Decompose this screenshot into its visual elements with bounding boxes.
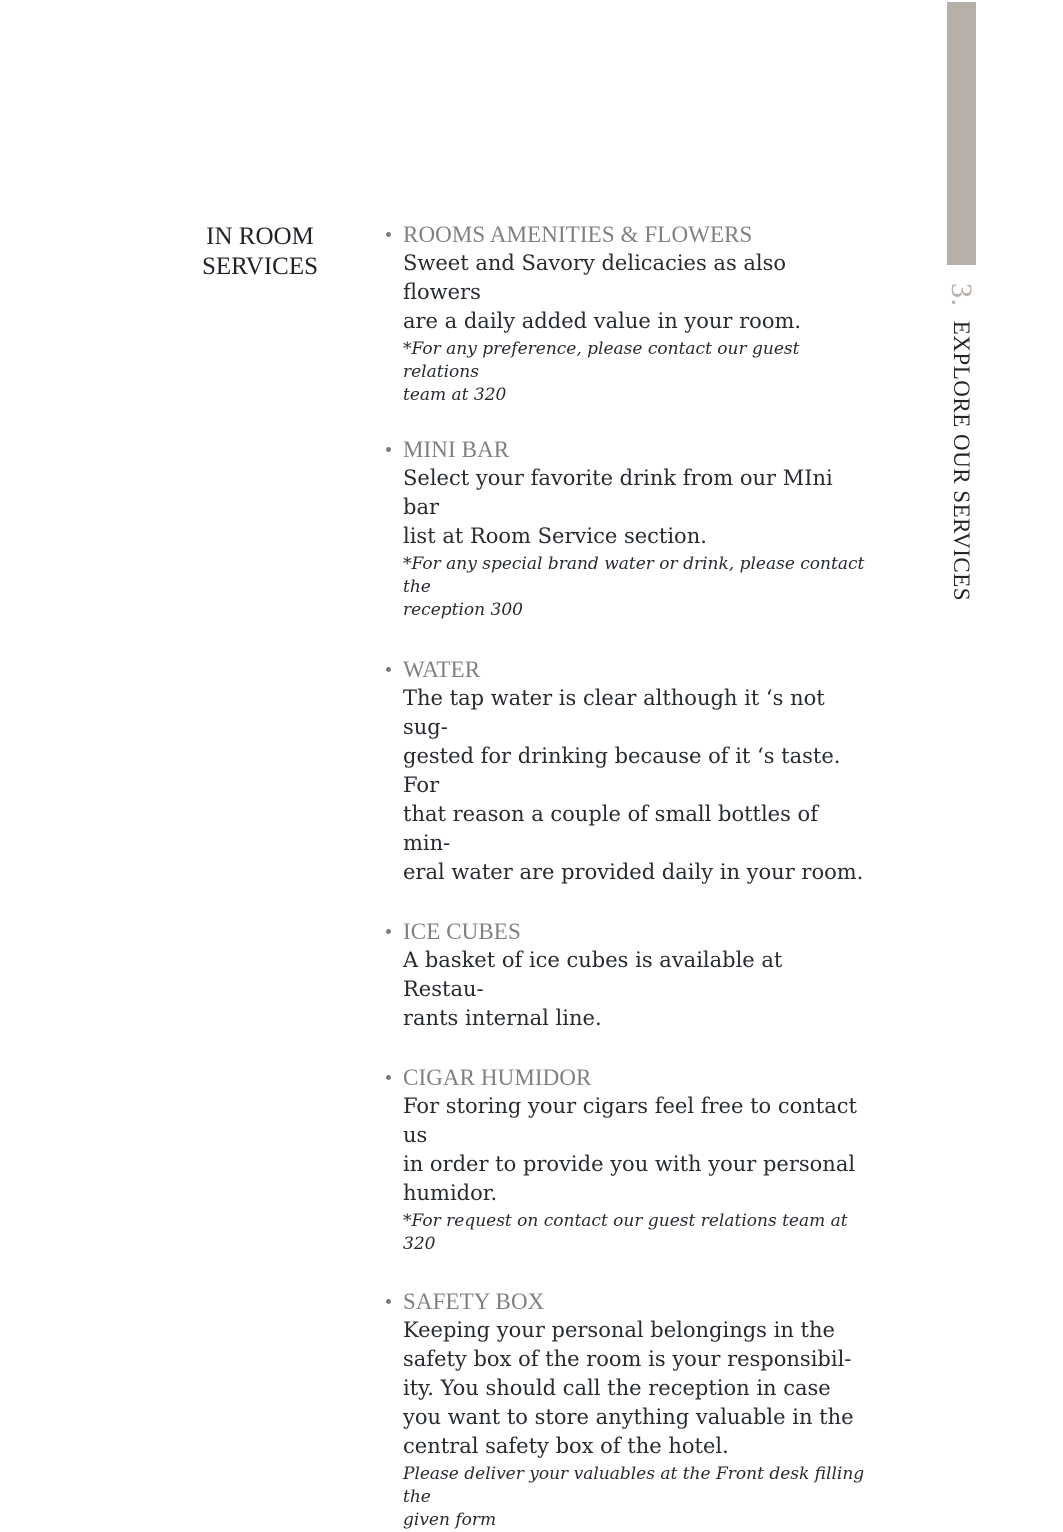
list-item [385,1063,865,1256]
list-item [385,435,865,622]
item-note-line: reception 300 [403,600,523,620]
item-title: WATER [403,657,481,682]
item-note-line: given form [403,1510,497,1530]
item-note [403,1463,865,1532]
services-list [385,220,865,1532]
item-description-line: Keeping your personal belongings in the [403,1318,835,1342]
list-item [385,1287,865,1532]
item-description-line: Select your favorite drink from our MIni bar [403,466,833,519]
item-title: SAFETY BOX [403,1289,545,1314]
list-item [385,917,865,1033]
item-note [403,553,865,622]
item-description-line: humidor. [403,1181,498,1205]
item-description-line: The tap water is clear although it ‘s not sug- [403,686,825,739]
item-description-line: ity. You should call the reception in case [403,1376,831,1400]
bullet-icon [386,1075,391,1080]
list-item [385,220,865,407]
list-item [385,655,865,887]
item-description-line: A basket of ice cubes is available at Restau- [403,948,783,1001]
item-title: MINI BAR [403,437,510,462]
bullet-icon [386,447,391,452]
item-note-line: *For any preference, please contact our guest relations [403,339,800,382]
item-description-line: For storing your cigars feel free to contact us [403,1094,857,1147]
item-description-line: are a daily added value in your room. [403,309,802,333]
item-title: ROOMS AMENITIES & FLOWERS [403,222,753,247]
item-description-line: list at Room Service section. [403,524,707,548]
bullet-icon [386,232,391,237]
section-label-line: SERVICES [201,253,319,280]
item-description-line: rants internal line. [403,1006,602,1030]
item-description-line: Sweet and Savory delicacies as also flowers [403,251,787,304]
item-note [403,1210,865,1256]
item-description-line: gested for drinking because of it ‘s taste. For [403,744,841,797]
item-note [403,338,865,407]
item-description-line: safety box of the room is your responsibil- [403,1347,852,1371]
item-title: CIGAR HUMIDOR [403,1065,592,1090]
chapter-number: 3. [945,283,978,307]
item-note-line: *For request on contact our guest relations team at 320 [403,1211,848,1254]
item-description-line: central safety box of the hotel. [403,1434,729,1458]
item-note-line: team at 320 [403,385,507,405]
item-note-line: Please deliver your valuables at the Front desk filling the [403,1464,865,1507]
item-description-line: you want to store anything valuable in the [403,1405,854,1429]
item-title: ICE CUBES [403,919,521,944]
section-label-line: IN ROOM [206,223,314,250]
bullet-icon [386,1299,391,1304]
side-accent-bar [947,2,976,265]
item-note-line: *For any special brand water or drink, please contact the [403,554,865,597]
item-description-line: in order to provide you with your personal [403,1152,856,1176]
section-label [190,222,330,282]
bullet-icon [386,929,391,934]
side-chapter-heading [945,283,978,602]
item-description-line: eral water are provided daily in your room. [403,860,864,884]
chapter-title: EXPLORE OUR SERVICES [949,320,974,602]
bullet-icon [386,667,391,672]
item-description-line: that reason a couple of small bottles of min- [403,802,818,855]
